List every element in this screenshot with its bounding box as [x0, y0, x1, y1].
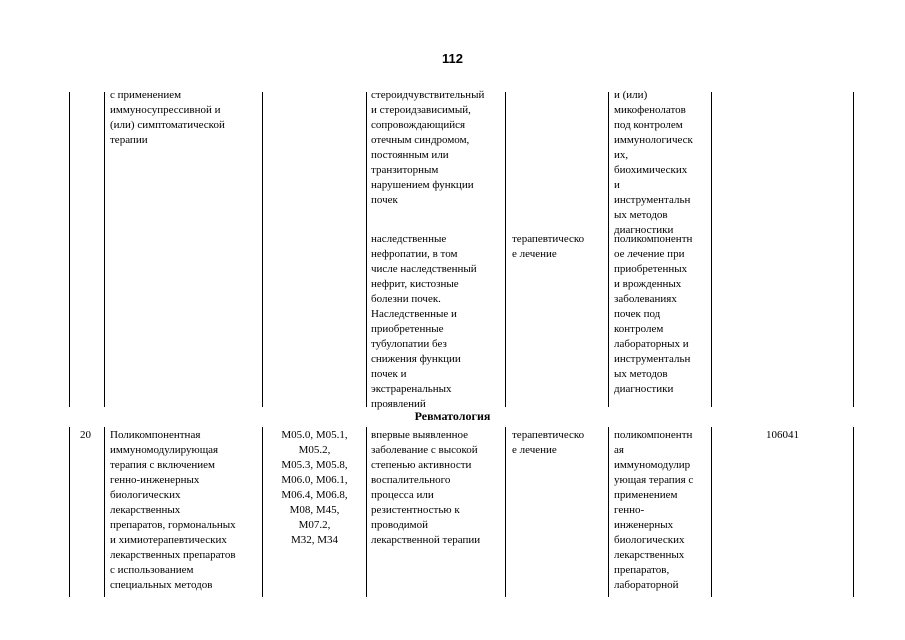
- column-border: [505, 92, 506, 407]
- row-number: 20: [80, 429, 91, 441]
- column-border: [711, 427, 712, 597]
- column-border: [262, 92, 263, 407]
- treatment-method-cell-a: и (или) микофенолатов под контролем иммунологическ их, биохимических и инструментальн ых методов диагностики: [614, 89, 693, 236]
- column-border: [366, 92, 367, 407]
- patient-model-cell-b: наследственные нефропатии, в том числе наследственный нефрит, кистозные болезни почек. Наследственные и приобретенные тубулопатии без снижения функции почек и экстраренальных проявлений: [371, 233, 477, 410]
- page-number: 112: [442, 51, 463, 66]
- treatment-kind-cell-b: терапевтическо е лечение: [512, 233, 585, 260]
- patient-model-cell-a: стероидчувствительный и стероидзависимый, сопровождающийся отечным синдромом, постоянным или транзиторным нарушением функции почек: [371, 89, 485, 206]
- column-border: [104, 427, 105, 597]
- cost-cell: 106041: [766, 429, 799, 441]
- treatment-method-cell-b: поликомпонентн ое лечение при приобретенных и врожденных заболеваниях почек под контролем лабораторных и инструментальн ых методов диагностики: [614, 233, 693, 395]
- column-border: [853, 427, 854, 597]
- section-heading: Ревматология: [414, 409, 491, 423]
- column-border: [69, 92, 70, 407]
- treatment-kind-cell: терапевтическо е лечение: [512, 429, 585, 456]
- column-border: [104, 92, 105, 407]
- column-border: [608, 92, 609, 407]
- column-border: [853, 92, 854, 407]
- treatment-method-cell: поликомпонентн ая иммуномодулир ующая терапия с применением генно- инженерных биологических лекарственных препаратов, лабораторной: [614, 429, 694, 591]
- method-cell-continued: с применением иммуносупрессивной и (или) симптоматической терапии: [110, 89, 225, 146]
- column-border: [505, 427, 506, 597]
- column-border: [69, 427, 70, 597]
- column-border: [366, 427, 367, 597]
- column-border: [711, 92, 712, 407]
- patient-model-cell: впервые выявленное заболевание с высокой степенью активности воспалительного процесса или резистентностью к проводимой лекарственной терапии: [371, 429, 481, 546]
- column-border: [608, 427, 609, 597]
- method-cell: Поликомпонентная иммуномодулирующая терапия с включением генно-инженерных биологических лекарственных препаратов, гормональных и химиотерапевтических лекарственных препаратов с использованием специальных методов: [110, 429, 236, 591]
- icd-codes-cell: M05.0, M05.1, M05.2, M05.3, M05.8, M06.0, M06.1, M06.4, M06.8, M08, M45, M07.2, M32, M34: [281, 429, 348, 546]
